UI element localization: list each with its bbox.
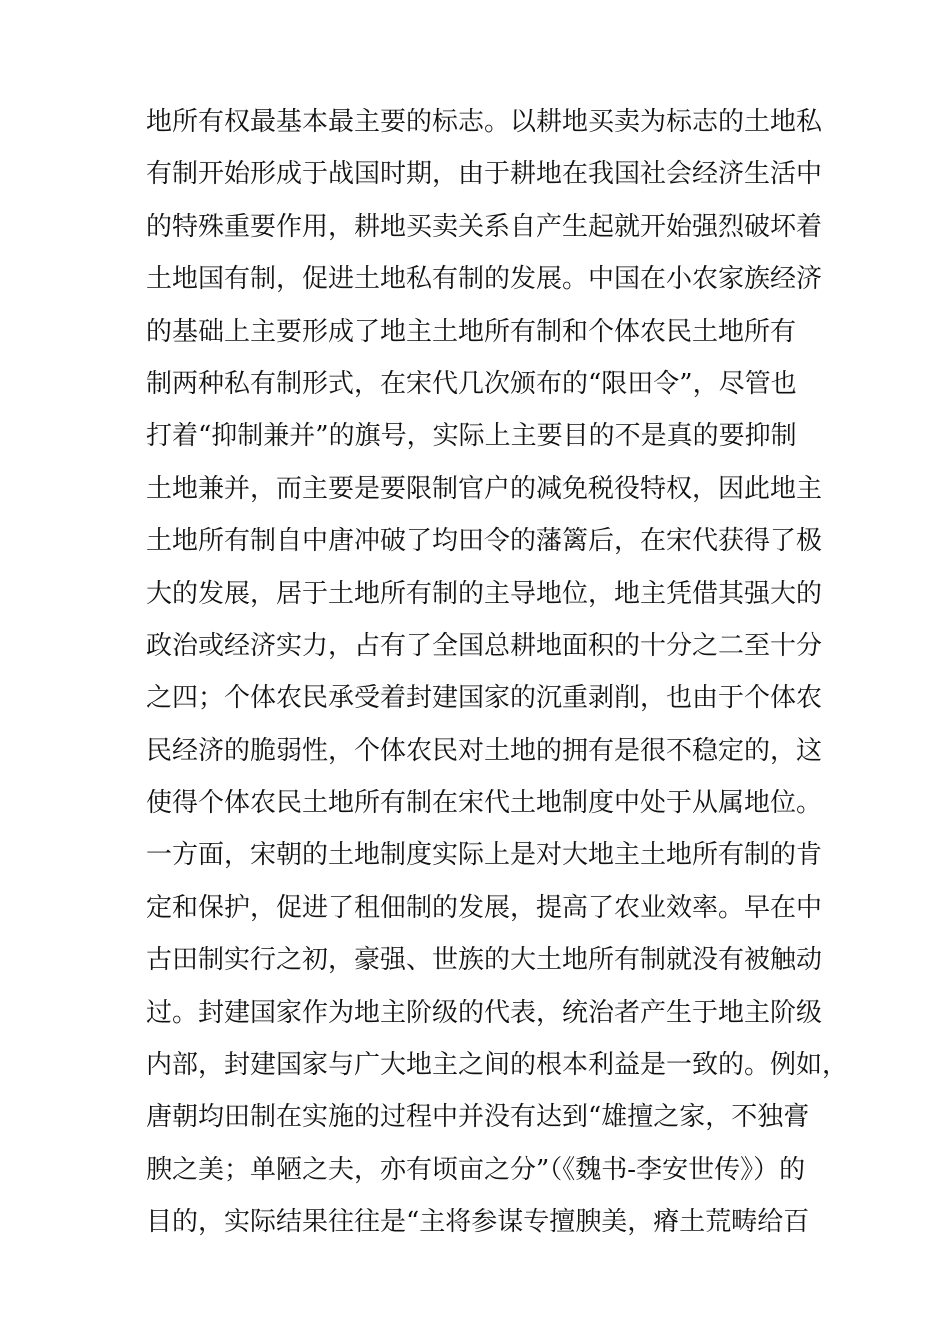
text-line-1: 地所有权最基本最主要的标志。以耕地买卖为标志的土地私: [146, 107, 823, 137]
text-line-14: 使得个体农民土地所有制在宋代土地制度中处于从属地位。: [146, 788, 823, 819]
text-line-15: 一方面，宋朝的土地制度实际上是对大地主土地所有制的肯: [146, 840, 823, 871]
text-line-21: 腴之美；单陋之夫，亦有顷亩之分”（《魏书-李安世传》）的: [146, 1154, 806, 1185]
text-line-8: 土地兼并，而主要是要限制官户的减免税役特权，因此地主: [146, 473, 823, 504]
text-line-10: 大的发展，居于土地所有制的主导地位，地主凭借其强大的: [146, 578, 823, 609]
text-line-5: 的基础上主要形成了地主土地所有制和个体农民土地所有: [146, 316, 797, 347]
text-line-9: 土地所有制自中唐冲破了均田令的藩篱后，在宋代获得了极: [146, 526, 823, 557]
text-line-18: 过。封建国家作为地主阶级的代表，统治者产生于地主阶级: [146, 997, 823, 1028]
text-line-7: 打着“抑制兼并”的旗号，实际上主要目的不是真的要抑制: [146, 421, 797, 452]
text-line-20: 唐朝均田制在实施的过程中并没有达到“雄擅之家，不独膏: [146, 1102, 810, 1133]
text-line-22: 目的，实际结果往往是“主将参谋专擅腴美，瘠土荒畴给百: [146, 1207, 810, 1238]
text-line-12: 之四；个体农民承受着封建国家的沉重剥削，也由于个体农: [146, 683, 823, 714]
text-line-13: 民经济的脆弱性，个体农民对土地的拥有是很不稳定的，这: [146, 735, 823, 766]
text-line-6: 制两种私有制形式，在宋代几次颁布的“限田令”，尽管也: [146, 368, 797, 399]
text-line-11: 政治或经济实力，占有了全国总耕地面积的十分之二至十分: [146, 630, 823, 661]
text-line-17: 古田制实行之初，豪强、世族的大土地所有制就没有被触动: [146, 945, 823, 976]
text-line-19: 内部，封建国家与广大地主之间的根本利益是一致的。例如，: [146, 1050, 849, 1081]
text-line-3: 的特殊重要作用，耕地买卖关系自产生起就开始强烈破坏着: [146, 211, 823, 242]
body-text: [146, 96, 849, 1249]
text-line-4: 土地国有制，促进土地私有制的发展。中国在小农家族经济: [146, 264, 823, 295]
text-line-16: 定和保护，促进了租佃制的发展，提高了农业效率。早在中: [146, 892, 823, 923]
text-line-2: 有制开始形成于战国时期，由于耕地在我国社会经济生活中: [146, 159, 823, 190]
